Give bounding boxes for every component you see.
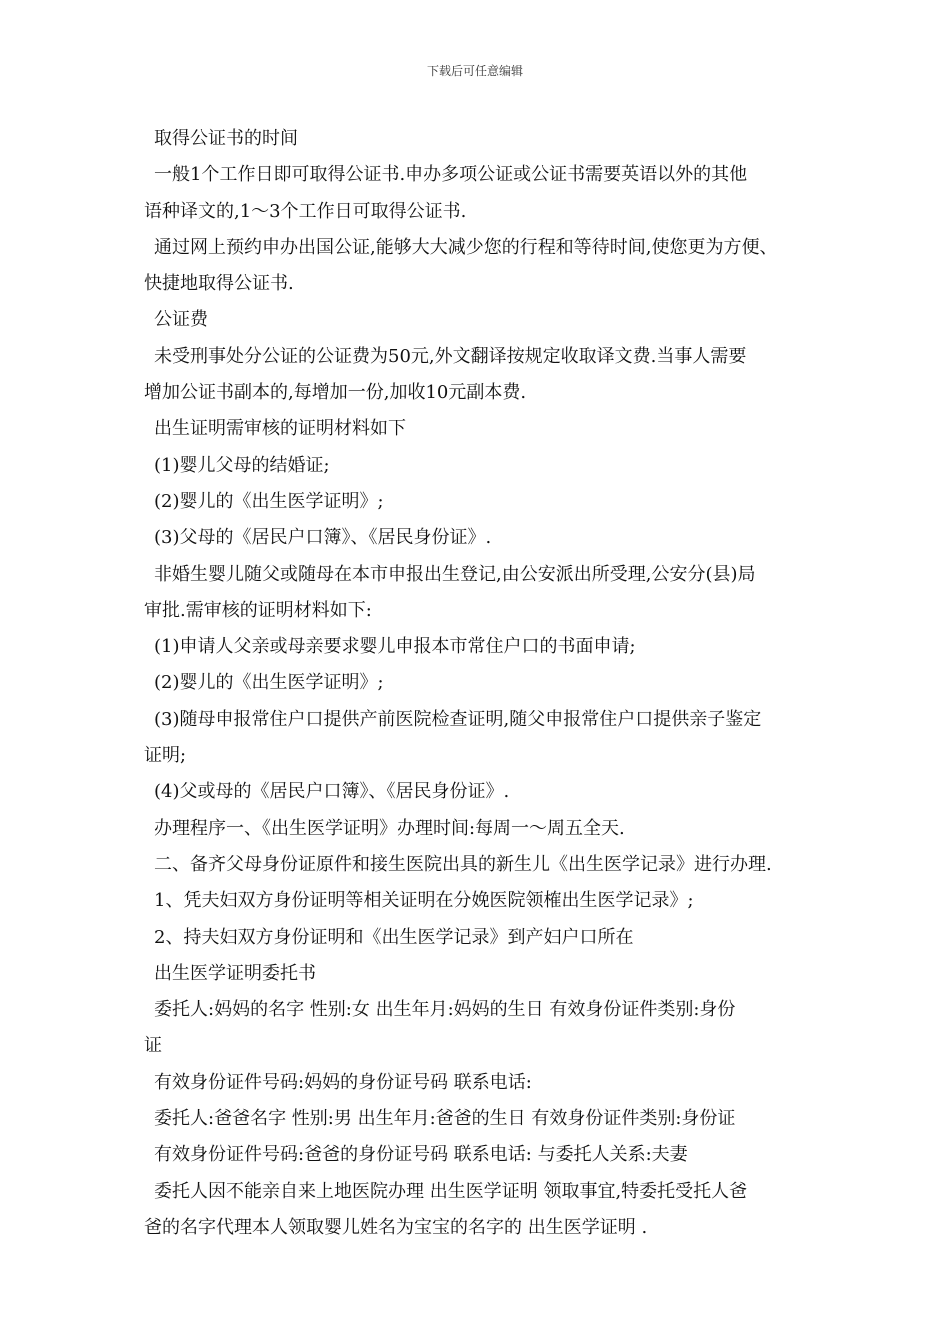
paragraph-line: 委托人:妈妈的名字 性别:女 出生年月:妈妈的生日 有效身份证件类别:身份 [154, 999, 736, 1021]
document-body [144, 121, 824, 1246]
paragraph-line: (2)婴儿的《出生医学证明》; [154, 672, 384, 694]
paragraph-line: 有效身份证件号码:妈妈的身份证号码 联系电话: [154, 1071, 532, 1093]
paragraph-line: 证明; [144, 745, 187, 767]
paragraph-line: 公证费 [154, 309, 208, 331]
paragraph-line: (4)父或母的《居民户口簿》、《居民身份证》. [154, 781, 510, 803]
paragraph-line: 委托人:爸爸名字 性别:男 出生年月:爸爸的生日 有效身份证件类别:身份证 [154, 1108, 736, 1130]
paragraph-line: 非婚生婴儿随父或随母在本市申报出生登记,由公安派出所受理,公安分(县)局 [154, 563, 756, 585]
section-title: 出生医学证明委托书 [154, 962, 316, 984]
paragraph-line: (1)申请人父亲或母亲要求婴儿申报本市常住户口的书面申请; [154, 636, 636, 658]
paragraph-line: 1、凭夫妇双方身份证明等相关证明在分娩医院领榷出生医学记录》; [154, 890, 694, 912]
page-header: 下载后可任意编辑 [426, 64, 523, 78]
paragraph-line: (1)婴儿父母的结婚证; [154, 454, 330, 476]
paragraph-line: (3)随母申报常住户口提供产前医院检查证明,随父申报常住户口提供亲子鉴定 [154, 708, 762, 730]
paragraph-line: 办理程序一、《出生医学证明》办理时间:每周一～周五全天. [154, 817, 625, 839]
paragraph-line: 出生证明需审核的证明材料如下 [154, 418, 406, 440]
paragraph-line: (3)父母的《居民户口簿》、《居民身份证》. [154, 527, 492, 549]
paragraph-line: 未受刑事处分公证的公证费为50元,外文翻译按规定收取译文费.当事人需要 [154, 345, 747, 367]
paragraph-line: 增加公证书副本的,每增加一份,加收10元副本费. [144, 382, 527, 404]
paragraph-line: 2、持夫妇双方身份证明和《出生医学记录》到产妇户口所在 [154, 926, 634, 948]
paragraph-line: 语种译文的,1～3个工作日可取得公证书. [144, 200, 467, 222]
paragraph-line: 快捷地取得公证书. [144, 273, 294, 295]
paragraph-line: 审批.需审核的证明材料如下: [144, 599, 372, 621]
paragraph-line: 通过网上预约申办出国公证,能够大大减少您的行程和等待时间,使您更为方便、 [154, 236, 778, 258]
paragraph-line: 有效身份证件号码:爸爸的身份证号码 联系电话: 与委托人关系:夫妻 [154, 1144, 688, 1166]
paragraph-line: 二、备齐父母身份证原件和接生医院出具的新生儿《出生医学记录》进行办理. [154, 853, 772, 875]
paragraph-line: 取得公证书的时间 [154, 128, 298, 149]
paragraph-line: (2)婴儿的《出生医学证明》; [154, 490, 384, 512]
paragraph-line: 委托人因不能亲自来上地医院办理 出生医学证明 领取事宜,特委托受托人爸 [154, 1180, 748, 1202]
paragraph-line: 爸的名字代理本人领取婴儿姓名为宝宝的名字的 出生医学证明 . [144, 1216, 648, 1238]
paragraph-line: 一般1个工作日即可取得公证书.申办多项公证或公证书需要英语以外的其他 [154, 164, 748, 186]
paragraph-line: 证 [144, 1035, 162, 1057]
